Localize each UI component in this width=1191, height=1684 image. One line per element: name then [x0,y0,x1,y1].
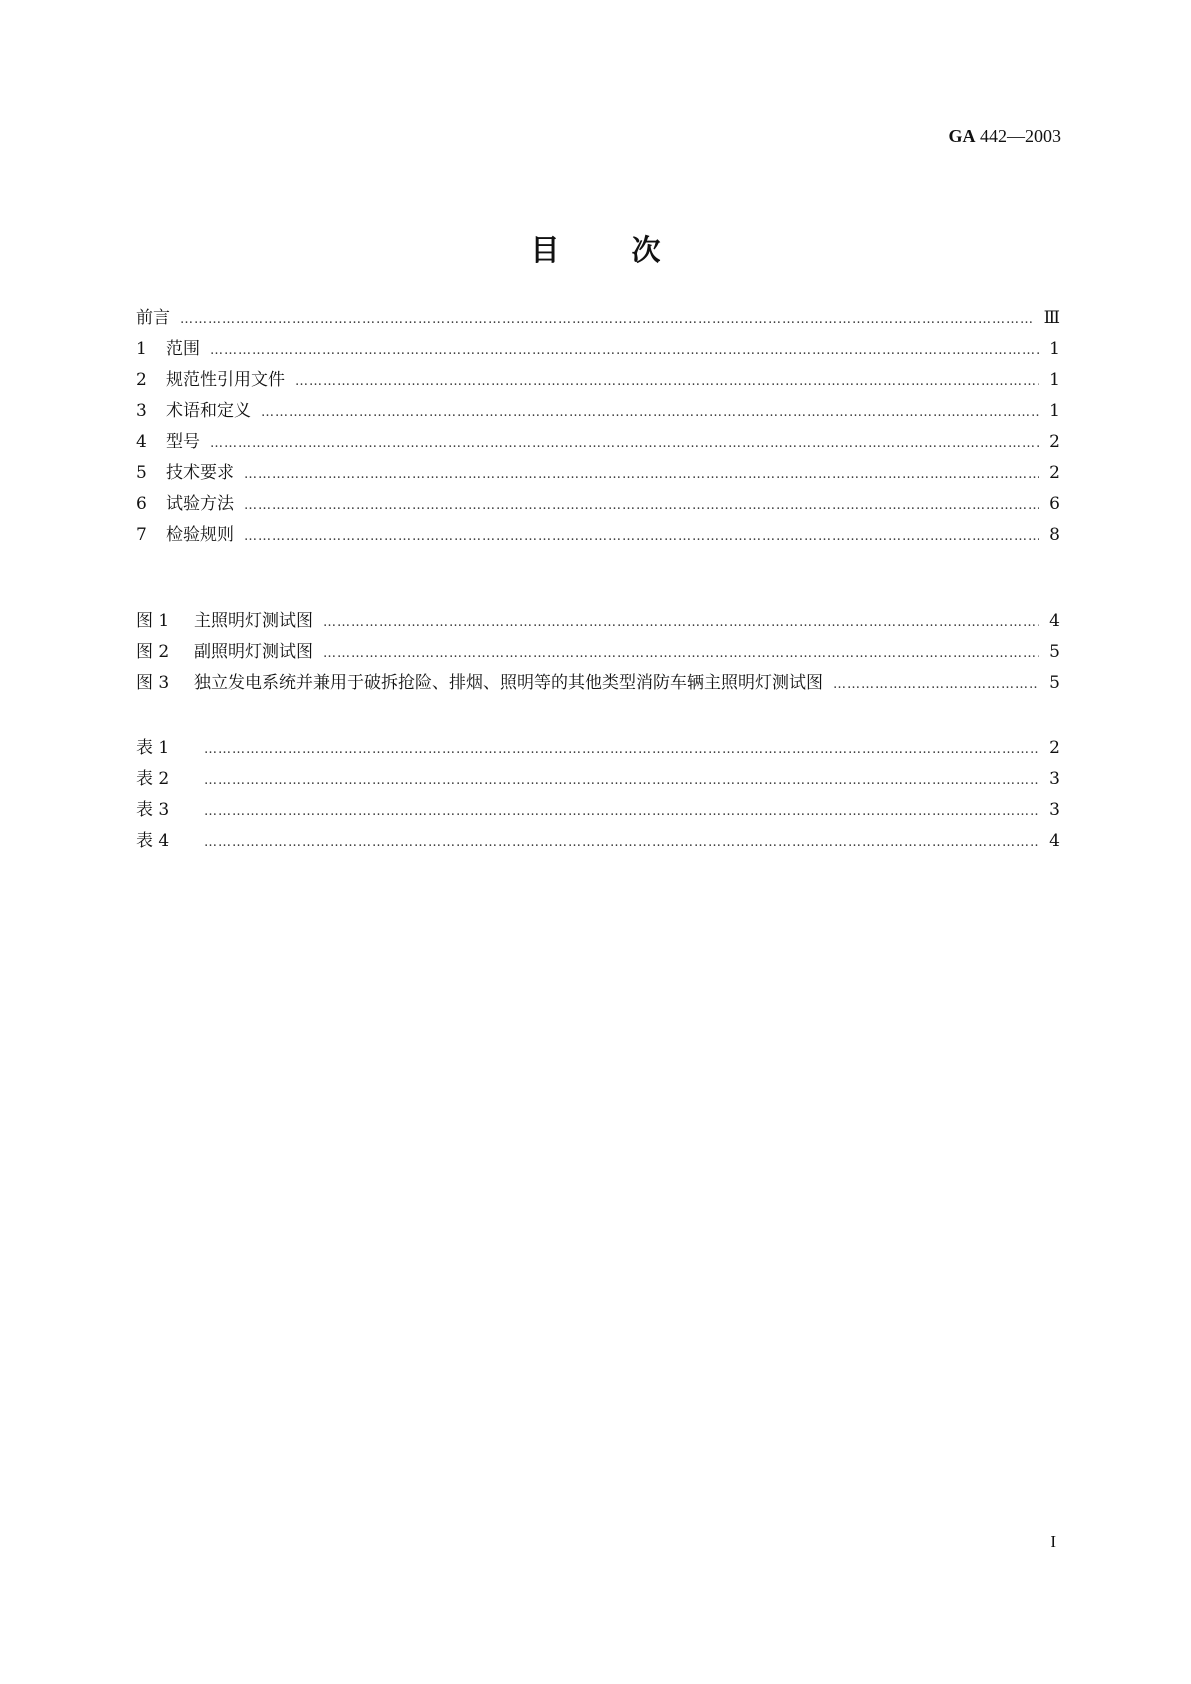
toc-entry-page: 2 [1049,432,1060,452]
page-number: I [1050,1532,1056,1551]
toc-entry-section-7[interactable] [136,520,1060,551]
toc-entry-page: 5 [1049,642,1060,662]
toc-entry-number: 6 [136,494,147,514]
toc-entry-number: 表 1 [136,738,170,758]
toc-entry-number: 图 3 [136,673,170,693]
leader-dots [210,343,1039,358]
toc-entry-section-2[interactable] [136,365,1060,396]
toc-entry-number: 7 [136,525,147,545]
leader-dots [244,498,1039,513]
toc-entry-figure-1[interactable] [136,606,1060,637]
toc-entry-page: 3 [1049,769,1060,789]
toc-entry-label: 主照明灯测试图 [194,611,313,631]
toc-entry-number: 5 [136,463,147,483]
toc-entry-label: 术语和定义 [166,401,251,421]
toc-entry-table-1[interactable] [136,733,1060,764]
toc-entry-page: 2 [1049,738,1060,758]
leader-dots [323,646,1039,661]
toc-entry-section-5[interactable] [136,458,1060,489]
toc-entry-table-3[interactable] [136,795,1060,826]
toc-entry-table-4[interactable] [136,826,1060,857]
toc-entry-number: 图 1 [136,611,170,631]
leader-dots [210,436,1039,451]
leader-dots [323,615,1039,630]
toc-entry-table-2[interactable] [136,764,1060,795]
toc-entry-section-4[interactable] [136,427,1060,458]
toc-entry-label: 型号 [166,432,200,452]
toc-entry-page: 6 [1049,494,1060,514]
toc-entry-number: 2 [136,370,147,390]
standard-number: 442—2003 [980,126,1061,146]
toc-entry-number: 1 [136,339,147,359]
page-title [0,228,1191,269]
toc-entry-figure-3[interactable] [136,668,1060,699]
toc-entry-page: 4 [1049,611,1060,631]
title-char-left: 目 [530,233,560,267]
title-char-right: 次 [631,233,661,267]
toc-entry-label: 副照明灯测试图 [194,642,313,662]
toc-entry-label: 范围 [166,339,200,359]
toc-entry-section-6[interactable] [136,489,1060,520]
leader-dots [204,835,1039,850]
toc-entry-number: 表 4 [136,831,170,851]
toc-entry-number: 3 [136,401,147,421]
toc-entry-label: 试验方法 [166,494,234,514]
leader-dots [244,467,1039,482]
leader-dots [833,677,1039,692]
toc-entry-label: 前言 [136,308,170,328]
leader-dots [180,312,1034,327]
toc-figures [136,606,1060,699]
toc-entry-page: 5 [1049,673,1060,693]
toc-entry-label: 独立发电系统并兼用于破拆抢险、排烟、照明等的其他类型消防车辆主照明灯测试图 [194,673,823,693]
toc-entry-page: 1 [1049,401,1060,421]
leader-dots [204,773,1039,788]
toc-entry-number: 4 [136,432,147,452]
standard-code [949,126,1062,147]
toc-entry-label: 检验规则 [166,525,234,545]
toc-entry-page: 1 [1049,370,1060,390]
toc-entry-foreword[interactable] [136,303,1060,334]
toc-entry-section-1[interactable] [136,334,1060,365]
toc-entry-page: 8 [1049,525,1060,545]
leader-dots [261,405,1039,420]
toc-entry-number: 表 2 [136,769,170,789]
toc-entry-number: 图 2 [136,642,170,662]
toc-tables [136,733,1060,857]
toc-entry-number: 表 3 [136,800,170,820]
toc-sections [136,303,1060,551]
toc-entry-label: 规范性引用文件 [166,370,285,390]
leader-dots [204,804,1039,819]
leader-dots [204,742,1039,757]
toc-entry-page: Ⅲ [1043,308,1060,328]
standard-prefix: GA [948,126,976,146]
toc-entry-page: 1 [1049,339,1060,359]
toc-entry-page: 2 [1049,463,1060,483]
toc-entry-page: 4 [1049,831,1060,851]
leader-dots [244,529,1039,544]
leader-dots [295,374,1039,389]
toc-entry-figure-2[interactable] [136,637,1060,668]
toc-entry-page: 3 [1049,800,1060,820]
toc-entry-section-3[interactable] [136,396,1060,427]
toc-entry-label: 技术要求 [166,463,234,483]
